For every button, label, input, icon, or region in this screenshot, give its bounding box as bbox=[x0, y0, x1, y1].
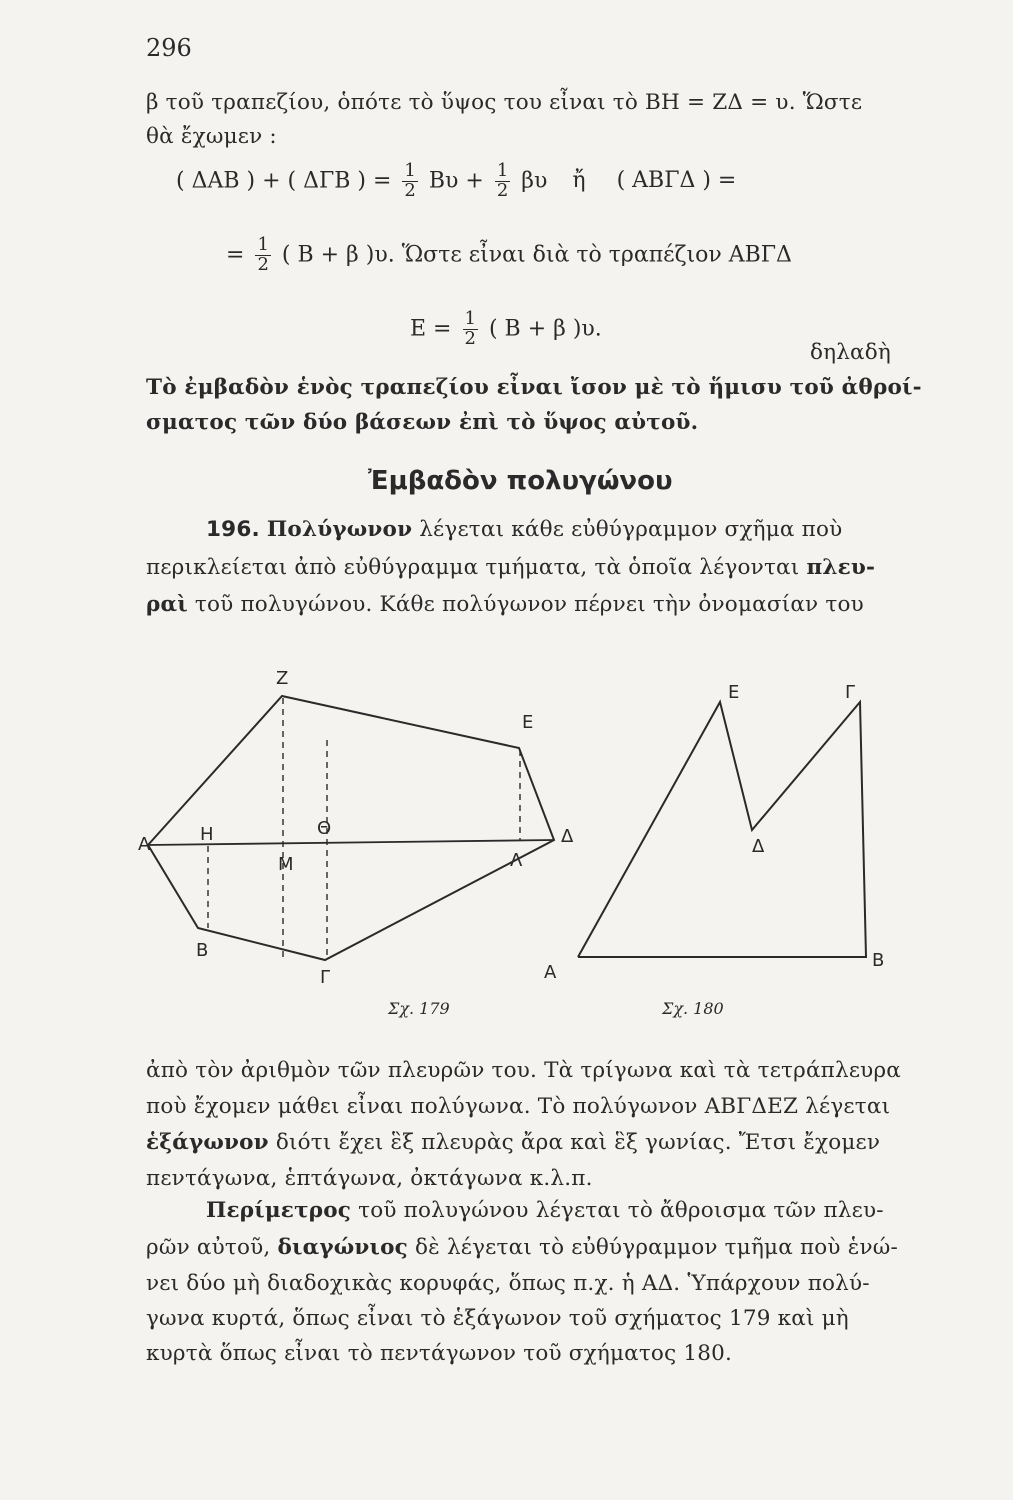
frac-den: 2 bbox=[464, 327, 476, 349]
hexagon-line bbox=[146, 1130, 880, 1155]
section-heading: Ἐμβαδὸν πολυγώνου bbox=[368, 466, 673, 496]
text-line: πεντάγωνα, ἑπτάγωνα, ὀκτάγωνα κ.λ.π. bbox=[146, 1166, 593, 1191]
caption-179: Σχ. 179 bbox=[388, 999, 450, 1018]
frac-num: 1 bbox=[496, 160, 509, 181]
para-196-line2 bbox=[146, 555, 875, 580]
figure-180 bbox=[578, 702, 866, 957]
fraction bbox=[402, 162, 417, 201]
text-line: κυρτὰ ὅπως εἶναι τὸ πεντάγωνον τοῦ σχήματος 180. bbox=[146, 1341, 733, 1366]
line-part: ρῶν αὐτοῦ, bbox=[146, 1235, 271, 1260]
label-a: A bbox=[138, 834, 151, 855]
equation-1 bbox=[176, 162, 736, 201]
line-part: δὲ λέγεται τὸ εὐθύγραμμον τμῆμα ποὺ ἑνώ- bbox=[415, 1235, 898, 1260]
para-196-line3 bbox=[146, 592, 864, 617]
term-diagonal: διαγώνιος bbox=[277, 1235, 408, 1260]
eq3-tail: δηλαδὴ bbox=[810, 340, 891, 365]
text-line: νει δύο μὴ διαδοχικὰς κορυφάς, ὅπως π.χ. ἡ ΑΔ. Ὑπάρχουν πολύ- bbox=[146, 1271, 870, 1296]
label-z: Z bbox=[276, 668, 289, 689]
label-e: E bbox=[728, 682, 740, 703]
label-m: M bbox=[278, 854, 294, 875]
para-196-line1 bbox=[206, 517, 842, 542]
frac-den: 2 bbox=[257, 253, 269, 275]
line-rest: λέγεται κάθε εὐθύγραμμον σχῆμα ποὺ bbox=[419, 517, 843, 542]
line-rest: διότι ἔχει ἓξ πλευρὰς ἄρα καὶ ἓξ γωνίας. Ἔτσι ἔχομεν bbox=[275, 1130, 881, 1155]
label-delta: Δ bbox=[561, 826, 574, 847]
term-hexagon: ἑξάγωνον bbox=[146, 1130, 269, 1155]
eq1-right: ( ΑΒΓΔ ) = bbox=[616, 168, 737, 194]
eq2-lead: = bbox=[226, 242, 245, 268]
equation-3 bbox=[410, 310, 602, 349]
text-line: ποὺ ἔχομεν μάθει εἶναι πολύγωνα. Τὸ πολύγωνον ΑΒΓΔΕΖ λέγεται bbox=[146, 1094, 891, 1119]
text-line: θὰ ἔχωμεν : bbox=[146, 124, 277, 149]
fraction bbox=[255, 236, 270, 275]
fraction bbox=[495, 162, 510, 201]
eq3-rest: ( Β + β )υ. bbox=[488, 316, 602, 342]
text-line: ἀπὸ τὸν ἀριθμὸν τῶν πλευρῶν του. Τὰ τρίγωνα καὶ τὰ τετράπλευρα bbox=[146, 1058, 902, 1083]
label-b: B bbox=[872, 950, 885, 971]
label-gamma: Γ bbox=[320, 967, 331, 988]
eq1-term2: βυ bbox=[521, 168, 548, 194]
frac-den: 2 bbox=[404, 179, 416, 201]
frac-num: 1 bbox=[404, 160, 416, 181]
line-rest: τοῦ πολυγώνου. Κάθε πολύγωνον πέρνει τὴν ὀνομασίαν του bbox=[194, 592, 864, 617]
term-sides-end: ραὶ bbox=[146, 592, 188, 617]
line-start: περικλείεται ἀπὸ εὐθύγραμμα τμήματα, τὰ ὁποῖα λέγονται bbox=[146, 555, 800, 580]
text-line: β τοῦ τραπεζίου, ὁπότε τὸ ὕψος του εἶναι τὸ ΒΗ = ΖΔ = υ. Ὥστε bbox=[146, 90, 863, 115]
frac-den: 2 bbox=[496, 179, 509, 201]
eq2-rest: ( Β + β )υ. Ὥστε εἶναι διὰ τὸ τραπέζιον ΑΒΓΔ bbox=[281, 242, 792, 268]
section-number: 196. bbox=[206, 517, 260, 542]
equation-2 bbox=[226, 236, 792, 275]
caption-180: Σχ. 180 bbox=[662, 999, 724, 1018]
figures bbox=[140, 660, 900, 1030]
eq1-left: ( ΔΑΒ ) + ( ΔΓΒ ) = bbox=[176, 168, 392, 194]
label-h: H bbox=[200, 824, 214, 845]
line-rest: τοῦ πολυγώνου λέγεται τὸ ἄθροισμα τῶν πλευ- bbox=[358, 1198, 884, 1223]
eq1-term1: Βυ + bbox=[428, 168, 484, 194]
text-line: γωνα κυρτά, ὅπως εἶναι τὸ ἑξάγωνον τοῦ σχήματος 179 καὶ μὴ bbox=[146, 1306, 849, 1331]
term-polygon: Πολύγωνον bbox=[266, 517, 413, 542]
label-e: E bbox=[522, 712, 534, 733]
fraction bbox=[463, 310, 478, 349]
label-theta: Θ bbox=[317, 818, 332, 839]
label-a: A bbox=[544, 962, 557, 983]
perimeter-line1 bbox=[206, 1198, 884, 1223]
pentagon-outline bbox=[578, 702, 866, 957]
label-gamma: Γ bbox=[845, 682, 856, 703]
eq1-or: ἤ bbox=[572, 168, 586, 194]
theorem-line: Τὸ ἐμβαδὸν ἑνὸς τραπεζίου εἶναι ἴσον μὲ τὸ ἥμισυ τοῦ ἀθροί- bbox=[146, 375, 922, 400]
perimeter-line2 bbox=[146, 1235, 898, 1260]
term-sides: πλευ- bbox=[806, 555, 876, 580]
eq3-lead: Ε = bbox=[410, 316, 452, 342]
theorem-line: σματος τῶν δύο βάσεων ἐπὶ τὸ ὕψος αὐτοῦ. bbox=[146, 410, 699, 435]
term-perimeter: Περίμετρος bbox=[206, 1198, 352, 1223]
label-delta: Δ bbox=[752, 836, 765, 857]
frac-num: 1 bbox=[257, 234, 269, 255]
page-number: 296 bbox=[146, 34, 192, 62]
label-lambda: Λ bbox=[510, 850, 523, 871]
label-b: B bbox=[196, 940, 209, 961]
frac-num: 1 bbox=[464, 308, 476, 329]
